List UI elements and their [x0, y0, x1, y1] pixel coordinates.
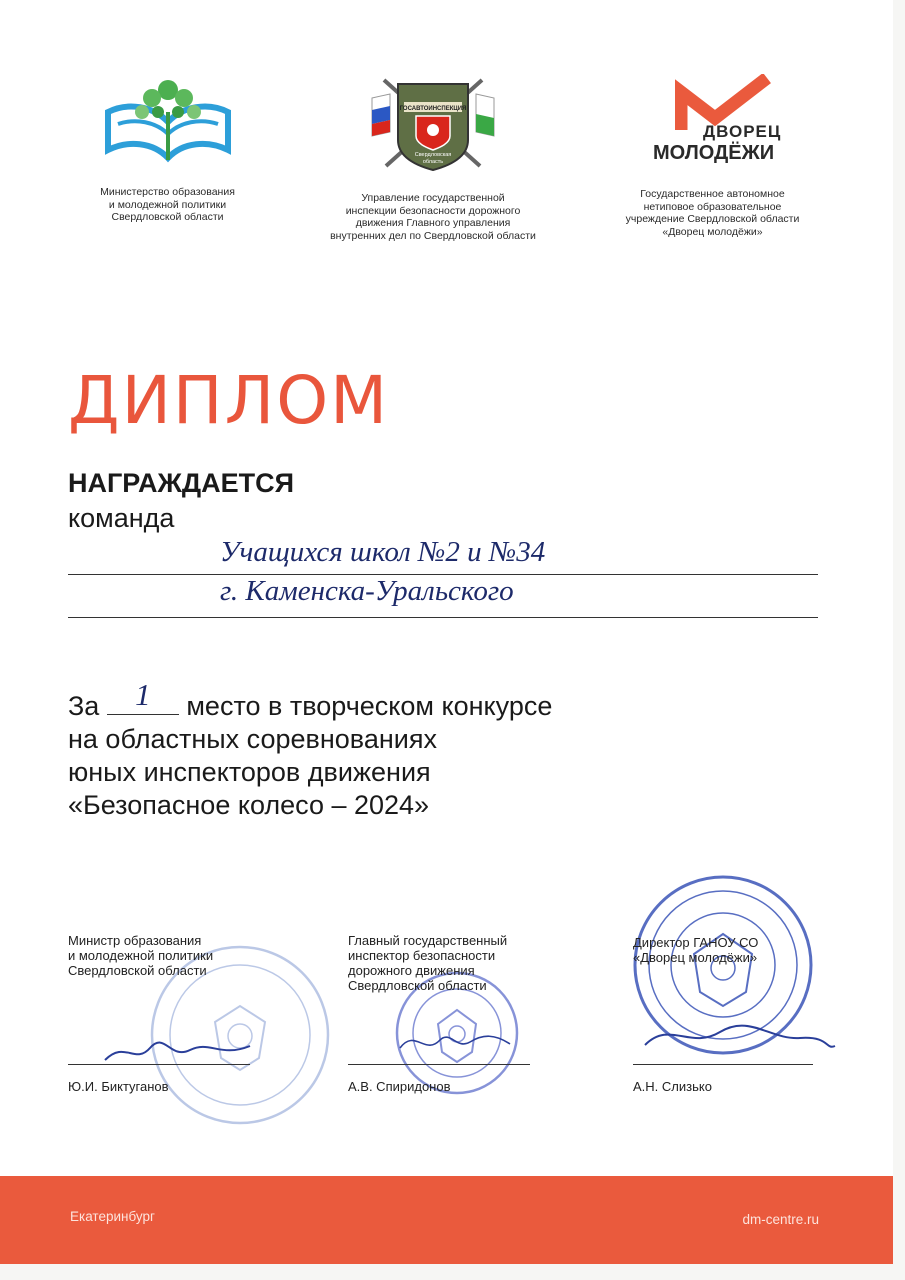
signature-2-name: А.В. Спиридонов: [348, 1079, 451, 1094]
footer-bar: [0, 1176, 893, 1264]
palace-caption-3: учреждение Свердловской области: [625, 213, 800, 225]
sig2-title-1: Главный государственный: [348, 933, 508, 948]
sig2-title-2: инспектор безопасности: [348, 948, 496, 963]
place-blank: [107, 677, 179, 715]
signature-3-title: [633, 935, 758, 965]
team-label: команда: [68, 503, 175, 533]
sig1-title-1: Министр образования: [68, 933, 202, 948]
gibdd-emblem-region-2: область: [422, 159, 444, 165]
palace-caption-4: «Дворец молодёжи»: [662, 225, 763, 238]
place-number: 1: [135, 677, 151, 712]
footer-website: dm-centre.ru: [742, 1212, 819, 1227]
ministry-logo-block: [80, 72, 255, 224]
signature-3-name: А.Н. Слизько: [633, 1079, 712, 1094]
award-prefix: За: [68, 691, 100, 721]
awarded-heading: НАГРАЖДАЕТСЯ: [68, 468, 294, 498]
award-suffix: место в творческом конкурсе: [186, 691, 553, 721]
signature-2-title: [348, 933, 507, 993]
sig3-title-1: Директор ГАНОУ СО: [633, 935, 759, 950]
gibdd-caption-2: инспекции безопасности дорожного: [345, 204, 521, 217]
award-paragraph: [68, 677, 688, 822]
ministry-caption-2: и молодежной политики: [108, 198, 227, 211]
gibdd-emblem-title: ГОСАВТОИНСПЕКЦИЯ: [399, 106, 467, 112]
team-name-2: г. Каменска-Уральского: [220, 575, 514, 607]
sig2-title-3: дорожного движения: [348, 963, 475, 978]
gibdd-emblem-icon: [368, 70, 498, 174]
gibdd-logo-block: [308, 70, 558, 242]
gibdd-caption-1: Управление государственной: [361, 192, 505, 204]
ministry-logo-icon: [98, 72, 238, 168]
ministry-caption-1: Министерство образования: [100, 186, 235, 198]
team-name-1: Учащихся школ №2 и №34: [220, 536, 546, 568]
footer-city: Екатеринбург: [70, 1209, 155, 1224]
palace-logo-text-1: ДВОРЕЦ: [703, 122, 782, 141]
sig1-title-2: и молодежной политики: [68, 948, 214, 963]
gibdd-emblem-region: Свердловская: [414, 152, 452, 158]
signature-2-line: [348, 1064, 530, 1065]
signature-3-line: [633, 1064, 813, 1065]
ministry-caption-3: Свердловской области: [111, 211, 224, 223]
sig1-title-3: Свердловской области: [68, 963, 207, 978]
gibdd-caption-3: движения Главного управления: [355, 217, 511, 229]
diploma-title: ДИПЛОМ: [68, 362, 390, 439]
signature-3-scribble-icon: [640, 1010, 840, 1060]
gibdd-caption-4: внутренних дел по Свердловской области: [330, 229, 536, 242]
signature-1-line: [68, 1064, 250, 1065]
signature-2-scribble-icon: [395, 1020, 515, 1060]
award-line-4: «Безопасное колесо – 2024»: [68, 790, 430, 820]
palace-logo: [605, 72, 820, 172]
palace-logo-block: [605, 72, 820, 238]
sig3-title-2: «Дворец молодёжи»: [633, 950, 758, 965]
palace-logo-text-2: МОЛОДЁЖИ: [653, 142, 775, 164]
palace-caption-1: Государственное автономное: [640, 188, 785, 200]
award-line-3: юных инспекторов движения: [68, 757, 431, 787]
signature-1-title: [68, 933, 213, 978]
palace-caption-2: нетиповое образовательное: [643, 200, 782, 213]
sig2-title-4: Свердловской области: [348, 978, 487, 993]
award-line-2: на областных соревнованиях: [68, 724, 437, 754]
signature-1-name: Ю.И. Биктуганов: [68, 1079, 169, 1094]
